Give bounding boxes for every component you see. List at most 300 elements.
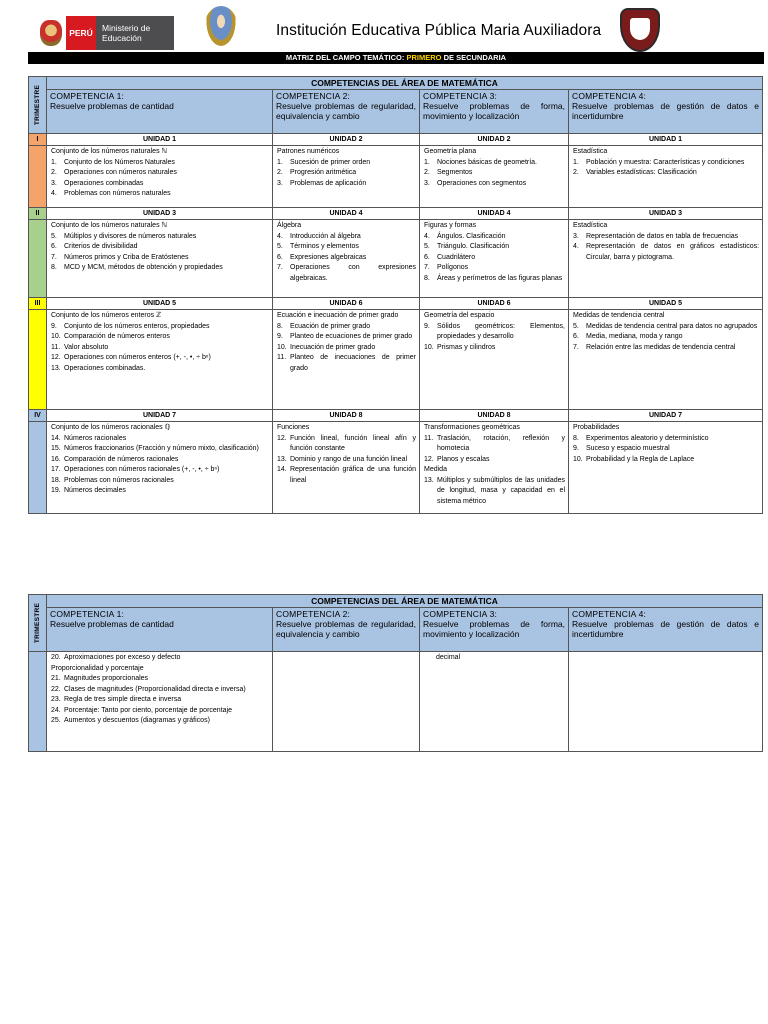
topic-number: 8. <box>277 322 283 330</box>
topic-number: 10. <box>573 455 583 463</box>
topic-item <box>424 263 565 274</box>
topic-number: 18. <box>51 476 61 484</box>
topic-text: Comparación de números enteros <box>64 333 170 340</box>
topic-cell-title: Geometría plana <box>424 148 477 155</box>
competency-1 <box>47 90 273 134</box>
topic-text: Representación de datos en tabla de frecuencias <box>586 232 739 240</box>
unit-label: UNIDAD 1 <box>569 134 763 146</box>
topic-number: 7. <box>573 343 579 351</box>
topic-text: Planteo de inecuaciones de primer grado <box>290 354 416 372</box>
topic-number: 1. <box>277 158 283 166</box>
topic-number: 17. <box>51 466 61 473</box>
topic-text: MCD y MCM, métodos de obtención y propiedades <box>64 264 223 271</box>
topic-list <box>277 232 416 285</box>
topic-number: 3. <box>424 179 430 187</box>
topic-text: Representación gráfica de una función lineal <box>290 466 416 484</box>
unit-label: UNIDAD 7 <box>47 410 273 422</box>
topic-text: Regla de tres simple directa e inversa <box>64 696 182 703</box>
topic-text: Expresiones algebraicas <box>290 253 367 261</box>
competency-text: Resuelve problemas de forma, movimiento y localización <box>423 619 565 639</box>
topic-item <box>424 274 565 285</box>
topic-number: 5. <box>51 232 57 240</box>
topic-item <box>51 476 269 487</box>
topic-cell <box>420 310 569 410</box>
topic-item <box>51 253 269 264</box>
topic-number: 4. <box>51 190 57 197</box>
unit-label: UNIDAD 8 <box>420 410 569 422</box>
topic-text: Operaciones con números naturales <box>64 169 177 176</box>
trimester-header-label: TRIMESTRE <box>33 84 41 126</box>
topic-text: Inecuación de primer grado <box>290 343 376 351</box>
topic-cell-title: Ecuación e inecuación de primer grado <box>277 312 399 319</box>
topic-number: 3. <box>573 232 579 240</box>
topic-item <box>277 465 416 486</box>
competency-3 <box>420 90 569 134</box>
topic-cell-title: Geometría del espacio <box>424 312 495 319</box>
topic-item <box>424 168 565 179</box>
topic-cell <box>47 422 273 514</box>
topic-item <box>51 179 269 190</box>
topic-item <box>424 476 565 508</box>
topic-item <box>51 444 269 455</box>
topic-text: Operaciones con números enteros (+, -, •, ÷ bⁿ) <box>64 354 211 361</box>
topic-number: 2. <box>424 169 430 176</box>
topic-item <box>51 695 269 706</box>
topic-item <box>277 232 416 243</box>
topic-number: 1. <box>424 158 430 166</box>
topic-list <box>573 322 759 354</box>
topic-item <box>51 322 269 333</box>
competency-matrix-table <box>28 76 763 514</box>
page-header <box>0 0 768 52</box>
topic-item <box>573 168 759 179</box>
ministry-label: Ministerio de Educación <box>96 16 174 50</box>
content-row-trimester-IV <box>29 422 763 514</box>
subtitle-grade: PRIMERO <box>406 53 442 62</box>
competency-title: COMPETENCIA 2: <box>276 91 351 101</box>
topic-number: 16. <box>51 455 61 463</box>
trimester-color-strip <box>29 310 47 410</box>
topic-item <box>424 232 565 243</box>
topic-item <box>277 158 416 169</box>
topic-item <box>424 158 565 169</box>
topic-item <box>51 263 269 274</box>
topic-text: Clases de magnitudes (Proporcionalidad directa e inversa) <box>64 685 246 693</box>
trimester-label: I <box>29 134 47 146</box>
competency-text: Resuelve problemas de gestión de datos e incertidumbre <box>572 619 760 639</box>
continuation-content-row <box>29 652 763 752</box>
topic-item <box>573 158 759 169</box>
topic-cell-title: Probabilidades <box>573 424 620 431</box>
topic-number: 22. <box>51 685 61 693</box>
competency-title: COMPETENCIA 3: <box>423 91 498 101</box>
topic-number: 4. <box>424 232 430 240</box>
topic-item <box>51 434 269 445</box>
unit-label: UNIDAD 6 <box>420 298 569 310</box>
topic-text: Dominio y rango de una función lineal <box>290 455 408 463</box>
topic-item <box>424 343 565 354</box>
topic-cell <box>273 310 420 410</box>
unit-label: UNIDAD 3 <box>569 208 763 220</box>
competency-4 <box>569 608 763 652</box>
topic-item <box>424 242 565 253</box>
topic-item <box>277 343 416 354</box>
unit-row-trimester-IV <box>29 410 763 422</box>
topic-cell <box>420 146 569 208</box>
topic-number: 10. <box>277 343 287 351</box>
topic-cell-title: Conjunto de los números enteros ℤ <box>51 312 162 319</box>
topic-item <box>51 232 269 243</box>
topic-text: Segmentos <box>437 169 473 176</box>
topic-text: Números decimales <box>64 487 126 494</box>
topic-text: Media, mediana, moda y rango <box>586 333 683 340</box>
competency-title: COMPETENCIA 1: <box>50 609 125 619</box>
content-row-trimester-III <box>29 310 763 410</box>
topic-number: 13. <box>424 476 434 484</box>
topic-cell <box>273 422 420 514</box>
competency-text: Resuelve problemas de gestión de datos e incertidumbre <box>572 101 760 121</box>
topic-cell-title: Conjunto de los números naturales ℕ <box>51 148 168 155</box>
unit-label: UNIDAD 4 <box>420 208 569 220</box>
topic-item <box>573 444 759 455</box>
trimester-color-strip <box>29 652 47 752</box>
topic-number: 15. <box>51 445 61 452</box>
topic-item <box>51 242 269 253</box>
topic-item <box>277 242 416 253</box>
topic-number: 10. <box>424 343 434 351</box>
topic-text: Conjunto de los números enteros, propiedades <box>64 322 210 330</box>
area-title: COMPETENCIAS DEL ÁREA DE MATEMÁTICA <box>47 77 763 90</box>
topic-text: Operaciones con números racionales (+, -, •, ÷ bⁿ) <box>64 466 220 473</box>
topic-number: 23. <box>51 696 61 703</box>
topic-text: Múltiplos y divisores de números naturales <box>64 232 197 240</box>
topic-number: 1. <box>573 158 579 166</box>
unit-row-trimester-II <box>29 208 763 220</box>
trimester-color-strip <box>29 422 47 514</box>
topic-number: 8. <box>51 264 57 271</box>
topic-number: 8. <box>573 434 579 442</box>
topic-cell <box>569 146 763 208</box>
topic-list <box>277 434 416 487</box>
topic-number: 24. <box>51 706 61 714</box>
topic-number: 9. <box>424 322 430 330</box>
topic-item <box>51 486 269 497</box>
topic-list <box>424 322 565 354</box>
competency-row <box>29 608 763 652</box>
competency-2 <box>273 90 420 134</box>
topic-number: 3. <box>277 179 283 187</box>
topic-text: Problemas de aplicación <box>290 179 367 187</box>
topic-list <box>51 322 269 375</box>
competency-title: COMPETENCIA 2: <box>276 609 351 619</box>
content-row-trimester-II <box>29 220 763 298</box>
topic-item <box>424 434 565 455</box>
topic-text: Planteo de ecuaciones de primer grado <box>290 333 413 340</box>
topic-cell <box>569 310 763 410</box>
peru-coat-of-arms-icon <box>36 16 66 50</box>
topic-item <box>51 343 269 354</box>
topic-number: 6. <box>51 243 57 250</box>
trimester-label: II <box>29 208 47 220</box>
topic-cell-title: Funciones <box>277 424 310 431</box>
topic-text: Prismas y cilindros <box>437 343 496 351</box>
topic-number: 25. <box>51 717 61 724</box>
topic-cell <box>47 146 273 208</box>
topic-item <box>573 242 759 263</box>
topic-text: Valor absoluto <box>64 343 109 351</box>
topic-text: Términos y elementos <box>290 243 359 250</box>
topic-number: 7. <box>51 253 57 261</box>
topic-item <box>573 232 759 243</box>
topic-number: 20. <box>51 654 61 661</box>
competency-text: Resuelve problemas de forma, movimiento y localización <box>423 101 565 121</box>
topic-item <box>51 674 269 685</box>
topic-item <box>277 332 416 343</box>
topic-item <box>51 158 269 169</box>
topic-item <box>51 332 269 343</box>
topic-text: Medidas de tendencia central para datos no agrupados <box>586 322 758 330</box>
topic-item <box>51 465 269 476</box>
topic-number: 2. <box>277 169 283 176</box>
topic-text: Progresión aritmética <box>290 169 357 176</box>
topic-text: Operaciones combinadas <box>64 179 144 187</box>
trimester-color-strip <box>29 146 47 208</box>
topic-text: Porcentaje: Tanto por ciento, porcentaje de porcentaje <box>64 706 232 714</box>
topic-number: 12. <box>277 434 287 442</box>
topic-cell-title: Transformaciones geométricas <box>424 424 520 431</box>
topic-text: Números primos y Criba de Eratóstenes <box>64 253 189 261</box>
topic-text: Introducción al álgebra <box>290 232 361 240</box>
topic-number: 4. <box>573 243 579 250</box>
topic-item <box>277 263 416 284</box>
topic-item <box>51 353 269 364</box>
topic-text: Áreas y perímetros de las figuras planas <box>437 274 563 282</box>
competency-row <box>29 90 763 134</box>
topic-list <box>51 653 269 727</box>
topic-item <box>424 179 565 190</box>
topic-number: 7. <box>424 264 430 271</box>
topic-item <box>51 455 269 466</box>
topic-item <box>277 168 416 179</box>
topic-item <box>424 455 565 466</box>
topic-number: 21. <box>51 675 61 682</box>
unit-label: UNIDAD 5 <box>569 298 763 310</box>
unit-label: UNIDAD 4 <box>273 208 420 220</box>
topic-number: 9. <box>51 322 57 330</box>
topic-list <box>573 434 759 466</box>
competency-1 <box>47 608 273 652</box>
trimester-header <box>29 77 47 134</box>
topic-text: Operaciones con expresiones algebraicas. <box>290 264 416 282</box>
topic-text: Aumentos y descuentos (diagramas y gráficos) <box>64 717 210 724</box>
trimester-header <box>29 595 47 652</box>
topic-cell-title: Conjunto de los números naturales ℕ <box>51 222 168 229</box>
topic-item <box>277 322 416 333</box>
topic-list <box>573 232 759 264</box>
trimester-label: IV <box>29 410 47 422</box>
topic-list <box>277 322 416 375</box>
trimester-color-strip <box>29 220 47 298</box>
unit-label: UNIDAD 6 <box>273 298 420 310</box>
unit-label: UNIDAD 2 <box>420 134 569 146</box>
topic-text: Polígonos <box>437 264 469 271</box>
topic-item <box>277 179 416 190</box>
topic-cell <box>273 146 420 208</box>
topic-number: 14. <box>51 434 61 442</box>
competency-title: COMPETENCIA 3: <box>423 609 498 619</box>
topic-number: 5. <box>573 322 579 330</box>
trimester-header-label: TRIMESTRE <box>33 602 41 644</box>
topic-number: 9. <box>573 445 579 452</box>
maria-auxiliadora-image-icon <box>204 6 238 50</box>
subtitle-suffix: DE SECUNDARIA <box>441 53 507 62</box>
topic-text: Operaciones combinadas. <box>64 364 146 372</box>
competency-text: Resuelve problemas de cantidad <box>50 619 174 629</box>
topic-text: Ángulos. Clasificación <box>437 232 506 240</box>
topic-cell-title: Conjunto de los números racionales ℚ <box>51 424 171 431</box>
topic-text: Sucesión de primer orden <box>290 158 371 166</box>
topic-item <box>277 434 416 455</box>
topic-number: 6. <box>573 333 579 340</box>
competency-text: Resuelve problemas de regularidad, equivalencia y cambio <box>276 619 416 639</box>
topic-number: 10. <box>51 333 61 340</box>
topic-list <box>573 158 759 179</box>
topic-list <box>51 232 269 274</box>
topic-text: Representación de datos en gráficos estadísticos: Circular, barra y pictograma. <box>586 243 760 261</box>
topic-text: Suceso y espacio muestral <box>586 445 670 452</box>
area-title: COMPETENCIAS DEL ÁREA DE MATEMÁTICA <box>47 595 763 608</box>
topic-list <box>51 434 269 497</box>
topic-text: Problemas con números naturales <box>64 190 171 197</box>
topic-item <box>573 322 759 333</box>
school-crest-icon <box>620 8 660 52</box>
topic-item <box>424 322 565 343</box>
topic-number: 3. <box>51 179 57 187</box>
topic-number: 6. <box>277 253 283 261</box>
topic-number: 7. <box>277 264 283 271</box>
topic-cell <box>47 310 273 410</box>
topic-text: Planos y escalas <box>437 455 490 463</box>
topic-text: Conjunto de los Números Naturales <box>64 158 175 166</box>
topic-cell-title: Estadística <box>573 222 608 229</box>
topic-item <box>277 353 416 374</box>
unit-label: UNIDAD 8 <box>273 410 420 422</box>
topic-list <box>51 158 269 200</box>
topic-cell-title: Medidas de tendencia central <box>573 312 665 319</box>
topic-text: Nociones básicas de geometría. <box>437 158 537 166</box>
subtitle-prefix: MATRIZ DEL CAMPO TEMÁTICO: <box>285 53 407 62</box>
topic-item <box>573 343 759 354</box>
topic-item <box>51 685 269 696</box>
topic-item <box>51 706 269 717</box>
topic-cell <box>420 220 569 298</box>
topic-text: Experimentos aleatorio y determinístico <box>586 434 709 442</box>
topic-item <box>424 253 565 264</box>
topic-text: Aproximaciones por exceso y defecto <box>64 654 181 661</box>
topic-text: Probabilidad y la Regla de Laplace <box>586 455 695 463</box>
topic-item <box>277 253 416 264</box>
topic-subheading: decimal <box>436 654 461 661</box>
topic-number: 9. <box>277 333 283 340</box>
competency-title: COMPETENCIA 1: <box>50 91 125 101</box>
topic-text: Relación entre las medidas de tendencia central <box>586 343 736 351</box>
topic-subheading: Medida <box>424 466 447 473</box>
competency-title: COMPETENCIA 4: <box>572 91 647 101</box>
topic-item <box>573 455 759 466</box>
topic-number: 4. <box>277 232 283 240</box>
topic-cell-title: Álgebra <box>277 222 302 229</box>
topic-cell <box>420 422 569 514</box>
topic-text: Problemas con números racionales <box>64 476 174 484</box>
topic-text: Cuadrilátero <box>437 253 476 261</box>
content-row-trimester-I <box>29 146 763 208</box>
topic-cell <box>569 652 763 752</box>
topic-text: Función lineal, función lineal afín y función constante <box>290 434 416 452</box>
topic-text: Población y muestra: Características y condiciones <box>586 158 745 166</box>
topic-number: 12. <box>51 354 61 361</box>
topic-item <box>51 653 269 664</box>
topic-number: 11. <box>424 434 434 442</box>
topic-item <box>573 434 759 445</box>
topic-subheading: Proporcionalidad y porcentaje <box>51 664 144 672</box>
topic-item <box>277 455 416 466</box>
topic-text: Variables estadísticas: Clasificación <box>586 169 697 176</box>
competency-4 <box>569 90 763 134</box>
topic-cell-title: Figuras y formas <box>424 222 477 229</box>
topic-cell-title: Estadística <box>573 148 608 155</box>
topic-text: Sólidos geométricos: Elementos, propiedades y desarrollo <box>437 322 565 340</box>
topic-text: Magnitudes proporcionales <box>64 675 149 682</box>
topic-number: 5. <box>424 243 430 250</box>
competency-title: COMPETENCIA 4: <box>572 609 647 619</box>
topic-number: 11. <box>51 343 61 351</box>
topic-list <box>424 434 565 508</box>
topic-list <box>424 158 565 190</box>
document-subtitle <box>28 52 764 64</box>
topic-number: 19. <box>51 487 61 494</box>
topic-number: 5. <box>277 243 283 250</box>
topic-number: 8. <box>424 274 430 282</box>
topic-list <box>277 158 416 190</box>
topic-cell <box>420 652 569 752</box>
competency-2 <box>273 608 420 652</box>
topic-number: 6. <box>424 253 430 261</box>
peru-label: PERÚ <box>66 16 96 50</box>
unit-label: UNIDAD 3 <box>47 208 273 220</box>
topic-text: Números racionales <box>64 434 127 442</box>
unit-label: UNIDAD 2 <box>273 134 420 146</box>
topic-number: 14. <box>277 466 287 473</box>
topic-cell <box>47 652 273 752</box>
topic-item <box>51 364 269 375</box>
topic-text: Triángulo. Clasificación <box>437 243 510 250</box>
topic-text: Operaciones con segmentos <box>437 179 527 187</box>
topic-cell <box>569 422 763 514</box>
topic-number: 2. <box>51 169 57 176</box>
topic-item <box>51 189 269 200</box>
competency-matrix-continuation-table <box>28 594 763 752</box>
topic-number: 13. <box>277 455 287 463</box>
topic-text: Múltiplos y submúltiplos de las unidades de longitud, masa y capacidad en el sistema métrico <box>437 476 565 505</box>
topic-text: Ecuación de primer grado <box>290 322 371 330</box>
topic-cell-title: Patrones numéricos <box>277 148 340 155</box>
topic-number: 2. <box>573 169 579 176</box>
topic-text: Comparación de números racionales <box>64 455 179 463</box>
unit-label: UNIDAD 1 <box>47 134 273 146</box>
minedu-logo <box>36 16 174 50</box>
topic-list <box>424 653 565 664</box>
unit-label: UNIDAD 5 <box>47 298 273 310</box>
